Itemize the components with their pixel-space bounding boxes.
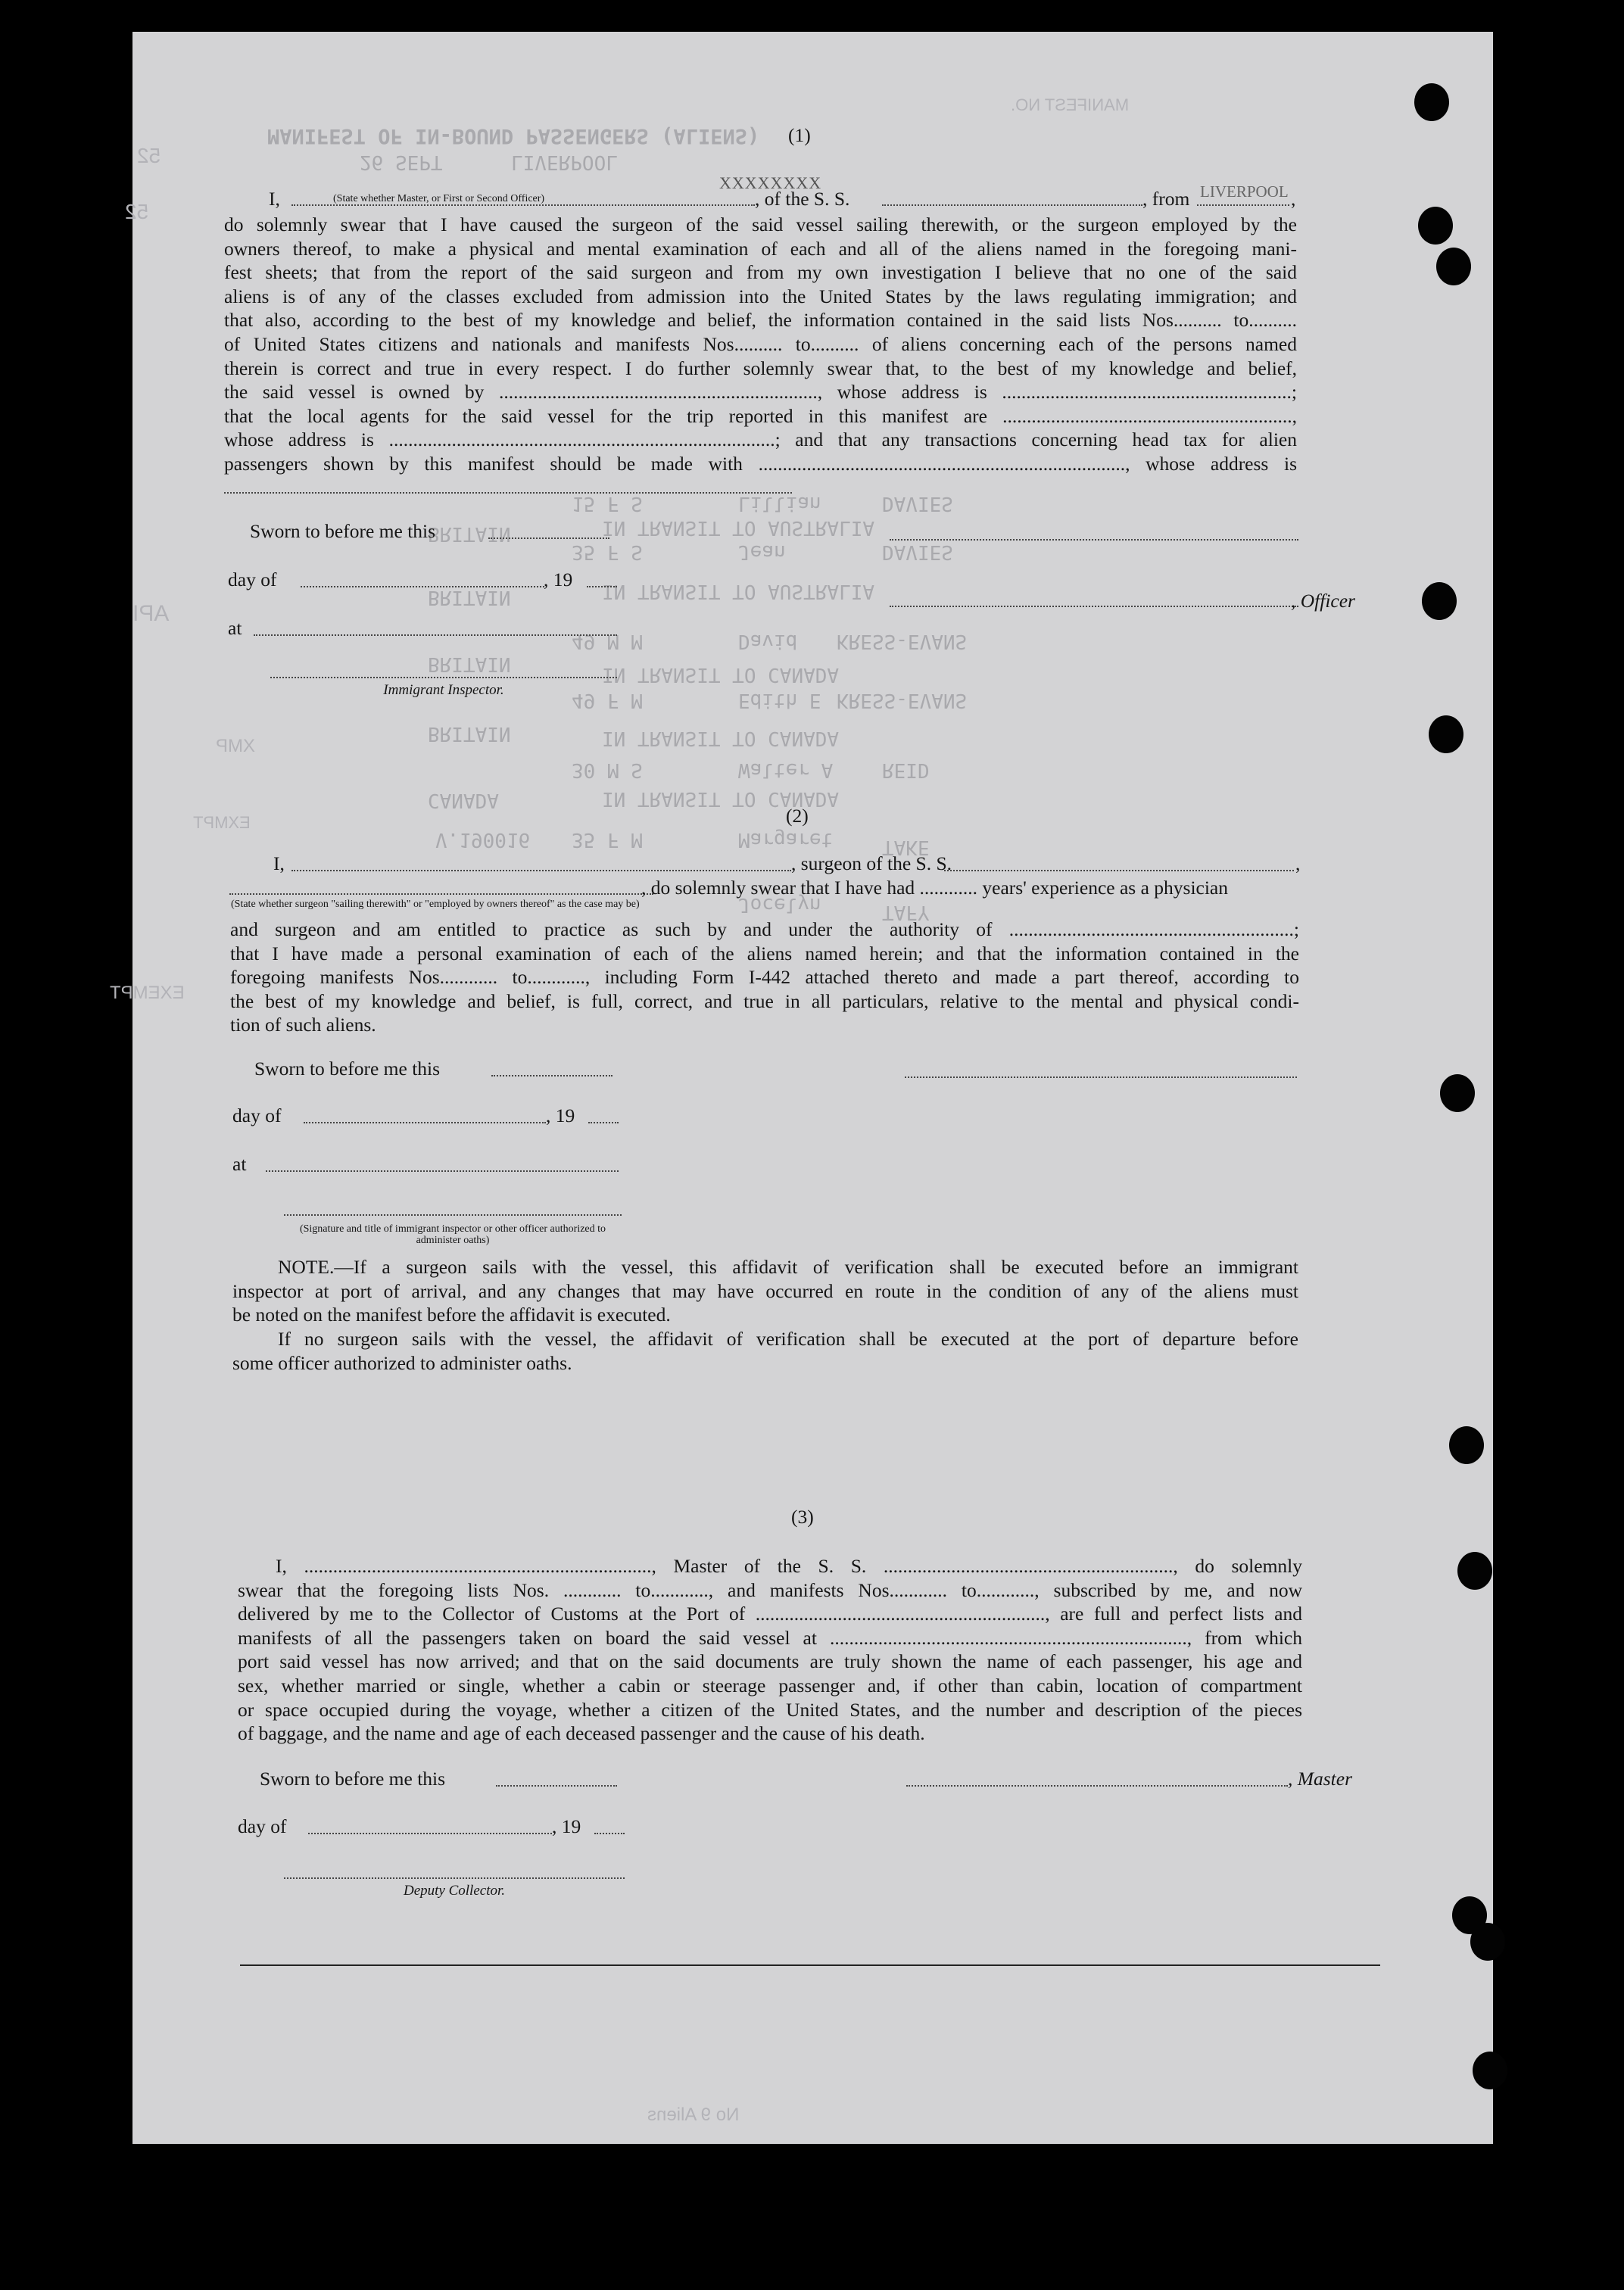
s3-sworn-label: Sworn to before me this bbox=[260, 1768, 446, 1790]
s1-day-blank bbox=[301, 586, 544, 587]
note-line-4: If no surgeon sails with the vessel, the affidavit of verification shall be executed at the port of departure before bbox=[278, 1328, 1298, 1350]
ghost-age-5: 30 M S bbox=[572, 759, 643, 781]
s1-officer-sign-blank-top bbox=[890, 539, 1298, 541]
s2-surgeon-label: , surgeon of the S. S. bbox=[791, 852, 952, 874]
s1-line-8: the said vessel is owned by .................................................................., whose address is ............................................................; bbox=[224, 381, 1297, 403]
s1-line-6: of United States citizens and nationals and manifests Nos.......... to.......... of aliens concerning each of the persons named bbox=[224, 332, 1297, 355]
section-3-number: (3) bbox=[791, 1506, 814, 1528]
section-2-number: (2) bbox=[786, 805, 809, 827]
s3-master-sign-blank bbox=[906, 1785, 1288, 1787]
ghost-left-1: API bbox=[132, 601, 170, 626]
s3-day-of-label: day of bbox=[238, 1815, 287, 1837]
ghost-name-4: KRESS-EVANS bbox=[837, 689, 968, 712]
s2-line-2: , do solemnly swear that I have had ............ years' experience as a physician bbox=[641, 877, 1228, 899]
ghost-age-6: 35 F M bbox=[572, 828, 643, 851]
ghost-name-3: KRESS-EVANS bbox=[837, 630, 968, 653]
ghost-transit-1: IN TRANSIT TO AUSTRALIA bbox=[602, 516, 875, 539]
s2-year-blank bbox=[588, 1122, 619, 1123]
ghost-title: MANIFEST OF IN-BOUND PASSENGERS (ALIENS) bbox=[267, 124, 760, 148]
s2-inspector-sign-line bbox=[284, 1214, 622, 1216]
ghost-first-5: Walter A bbox=[738, 759, 834, 781]
punch-hole bbox=[1429, 715, 1463, 753]
s2-at-label: at bbox=[232, 1153, 247, 1175]
s2-line-3: and surgeon and am entitled to practice as such by and under the authority of ...........................................................; bbox=[230, 918, 1299, 940]
s2-signature-note: (Signature and title of immigrant inspector or other officer authorized to administer oaths) bbox=[299, 1223, 606, 1246]
bottom-rule bbox=[240, 1964, 1380, 1966]
s3-line-4: manifests of all the passengers taken on board the said vessel at .........................................................................., from which bbox=[238, 1626, 1302, 1649]
manifest-page bbox=[110, 32, 1493, 2144]
ghost-age-4: 49 F M bbox=[572, 689, 643, 712]
s3-sworn-blank bbox=[496, 1785, 617, 1787]
punch-hole bbox=[1436, 248, 1471, 285]
s1-from-value: LIVERPOOL bbox=[1200, 182, 1289, 201]
s1-address-blank bbox=[224, 492, 792, 494]
ghost-transit-5: IN TRANSIT TO CANADA bbox=[602, 787, 840, 810]
ghost-first-1: Lillian bbox=[738, 492, 821, 515]
punch-hole bbox=[1457, 1552, 1492, 1590]
ghost-country-5: CANADA bbox=[428, 789, 499, 812]
s2-day-blank bbox=[304, 1122, 546, 1123]
ghost-name-1: DAVIES bbox=[882, 492, 953, 515]
punch-hole bbox=[1440, 1074, 1475, 1112]
s1-officer-sign-blank bbox=[890, 606, 1298, 607]
ghost-country-2: BRITAIN bbox=[428, 586, 511, 609]
s1-from-blank bbox=[1197, 204, 1289, 206]
s1-sworn-label: Sworn to before me this bbox=[250, 520, 436, 542]
note-line-2: inspector at port of arrival, and any changes that may have occurred en route in the condition of any of the aliens must bbox=[232, 1279, 1298, 1302]
ghost-bottom: No 9 Aliens bbox=[647, 2105, 740, 2125]
note-body bbox=[232, 1255, 1298, 1303]
ghost-transit-3: IN TRANSIT TO CANADA bbox=[602, 663, 840, 686]
note-line-3: be noted on the manifest before the affidavit is executed. bbox=[232, 1304, 671, 1326]
s2-ship-blank bbox=[944, 870, 1294, 871]
s1-officer-note: (State whether Master, or First or Second Officer) bbox=[333, 193, 545, 204]
ghost-name-5: REID bbox=[882, 759, 930, 781]
s1-day-of-label: day of bbox=[228, 569, 277, 590]
s1-sworn-blank bbox=[488, 537, 609, 539]
ghost-visa: V.190016 bbox=[435, 828, 531, 851]
s1-line-5: that also, according to the best of my knowledge and belief, the information contained in the said lists Nos.......... to.......... bbox=[224, 309, 1297, 332]
s2-surgeon-blank bbox=[291, 870, 791, 871]
s1-line-7: therein is correct and true in every respect. I do further solemnly swear that, to the best of my knowledge and belief, bbox=[224, 357, 1297, 379]
ghost-transit-4: IN TRANSIT TO CANADA bbox=[602, 727, 840, 749]
s2-day-of-label: day of bbox=[232, 1104, 282, 1126]
s1-officer-label: , Officer bbox=[1291, 590, 1355, 612]
s2-sworn-label: Sworn to before me this bbox=[254, 1058, 441, 1080]
s1-line-10: whose address is ................................................................................; and that any transactions concerning head tax for alien bbox=[224, 428, 1297, 451]
punch-hole bbox=[1422, 582, 1457, 620]
ghost-age-1: 15 F S bbox=[572, 492, 643, 515]
s3-year-label: , 19 bbox=[552, 1815, 581, 1837]
ghost-name-7: TAFY bbox=[882, 901, 930, 924]
note-body-2 bbox=[232, 1327, 1298, 1351]
ghost-transit-2: IN TRANSIT TO AUSTRALIA bbox=[602, 580, 875, 603]
s2-line-4: that I have made a personal examination of each of the aliens named herein; and that the information contained in the bbox=[230, 942, 1299, 964]
ghost-first-3: David bbox=[738, 630, 798, 653]
s1-line-2: owners thereof, to make a physical and mental examination of each and all of the aliens named in the foregoing mani- bbox=[224, 237, 1297, 260]
s1-year-blank bbox=[587, 586, 617, 587]
s3-line-7: or space occupied during the voyage, whether a citizen of the United States, and the number and description of the pieces bbox=[238, 1698, 1302, 1721]
s1-ship-blank bbox=[882, 204, 1142, 206]
ghost-margin-number-2: 52 bbox=[125, 200, 149, 223]
ghost-country-1: BRITAIN bbox=[428, 522, 511, 545]
s2-line-6: the best of my knowledge and belief, is full, correct, and true in all particulars, relative to the mental and physical condi- bbox=[230, 989, 1299, 1012]
section-1-number: (1) bbox=[788, 124, 811, 146]
s2-sworn-blank bbox=[491, 1075, 613, 1076]
ghost-margin-number-1: 52 bbox=[137, 144, 161, 167]
ghost-age-2: 35 F S bbox=[572, 541, 643, 563]
s1-line-9: that the local agents for the said vessel for the trip reported in this manifest are ............................................................, bbox=[224, 404, 1297, 427]
s3-collector-label: Deputy Collector. bbox=[403, 1883, 506, 1899]
ghost-first-6: Margaret bbox=[738, 828, 834, 851]
s3-line-2: swear that the foregoing lists Nos. ............ to............, and manifests Nos............ to............, subscribed by me, and now bbox=[238, 1578, 1302, 1601]
note-line-1: NOTE.—If a surgeon sails with the vessel, this affidavit of verification shall be executed before an immigrant bbox=[278, 1256, 1298, 1278]
s2-line-7: tion of such aliens. bbox=[230, 1014, 376, 1036]
s1-i-label: I, bbox=[269, 188, 280, 210]
s2-body bbox=[230, 918, 1299, 1013]
s2-sign-blank bbox=[905, 1076, 1297, 1078]
note-line-5: some officer authorized to administer oaths. bbox=[232, 1352, 572, 1374]
s2-at-blank bbox=[266, 1170, 619, 1172]
s1-year-label: , 19 bbox=[544, 569, 573, 590]
s1-line-11: passengers shown by this manifest should be made with ............................................................................, whose address is bbox=[224, 452, 1297, 475]
s2-i-label: I, bbox=[273, 852, 285, 874]
ghost-age-3: 49 M M bbox=[572, 630, 643, 653]
punch-hole bbox=[1414, 83, 1449, 121]
punch-hole bbox=[1470, 1923, 1505, 1961]
ghost-country-3: BRITAIN bbox=[428, 653, 511, 675]
s1-at-blank bbox=[254, 634, 617, 636]
ghost-country-4: BRITAIN bbox=[428, 722, 511, 745]
s3-line-3: delivered by me to the Collector of Customs at the Port of ............................................................, are full and perfect lists and bbox=[238, 1603, 1302, 1625]
ghost-date: 26 SEPT bbox=[360, 151, 443, 173]
s3-line-5: port said vessel has now arrived; and that on the said documents are truly shown the name of each passenger, his age and bbox=[238, 1650, 1302, 1673]
ghost-name-6: TAKE bbox=[882, 836, 930, 858]
s3-master-label: , Master bbox=[1288, 1768, 1352, 1790]
s1-line-1: do solemnly swear that I have caused the surgeon of the said vessel sailing therewith, or the surgeon employed by the bbox=[224, 213, 1297, 235]
s1-at-label: at bbox=[228, 617, 242, 639]
ghost-left-3: EXMPT bbox=[193, 813, 251, 832]
s3-line-6: sex, whether married or single, whether a cabin or steerage passenger and, if other than cabin, location of compartment bbox=[238, 1674, 1302, 1696]
ghost-first-4: Edith E bbox=[738, 689, 821, 712]
s1-inspector-label: Immigrant Inspector. bbox=[383, 682, 504, 698]
s1-from-label: , from bbox=[1142, 188, 1190, 210]
s2-sailing-blank bbox=[229, 893, 653, 895]
s1-line-4: aliens is of any of the classes excluded from admission into the United States by the laws regulating immigration; and bbox=[224, 285, 1297, 307]
s1-of-ss-label: , of the S. S. bbox=[755, 188, 850, 210]
punch-hole bbox=[1473, 2052, 1507, 2089]
ghost-name-2: DAVIES bbox=[882, 541, 953, 563]
s1-struck-text: XXXXXXXX bbox=[719, 173, 822, 192]
s1-body bbox=[224, 213, 1297, 476]
punch-hole bbox=[1449, 1426, 1484, 1464]
s3-line-8: of baggage, and the name and age of each deceased passenger and the cause of his death. bbox=[238, 1722, 925, 1744]
s3-day-blank bbox=[308, 1833, 552, 1834]
ghost-first-2: Jean bbox=[738, 541, 786, 563]
s2-year-label: , 19 bbox=[546, 1104, 575, 1126]
s2-comma: , bbox=[1295, 852, 1301, 874]
s1-comma: , bbox=[1291, 188, 1296, 210]
s2-line-5: foregoing manifests Nos............ to............, including Form I-442 attached thereto and made a part thereof, according to bbox=[230, 966, 1299, 989]
punch-hole bbox=[1418, 207, 1453, 245]
ghost-left-2: XMP bbox=[216, 736, 256, 756]
ghost-first-7: Jocelyn bbox=[738, 893, 821, 916]
ghost-left-4: EXEMPT bbox=[110, 983, 185, 1003]
s3-body bbox=[238, 1554, 1302, 1721]
s1-line-3: fest sheets; that from the report of the said surgeon and from my own investigation I believe that no one of the said bbox=[224, 261, 1297, 284]
s3-line-1: I, ........................................................................, Master of the S. S. ............................................................, do solemnly bbox=[276, 1555, 1302, 1577]
s2-sailing-note: (State whether surgeon "sailing therewith" or "employed by owners thereof" as the case may be) bbox=[231, 899, 640, 910]
s3-year-blank bbox=[594, 1833, 625, 1834]
ghost-port: LIVERPOOL bbox=[511, 151, 618, 173]
ghost-top-left: MANIFEST NO. bbox=[1011, 95, 1130, 114]
